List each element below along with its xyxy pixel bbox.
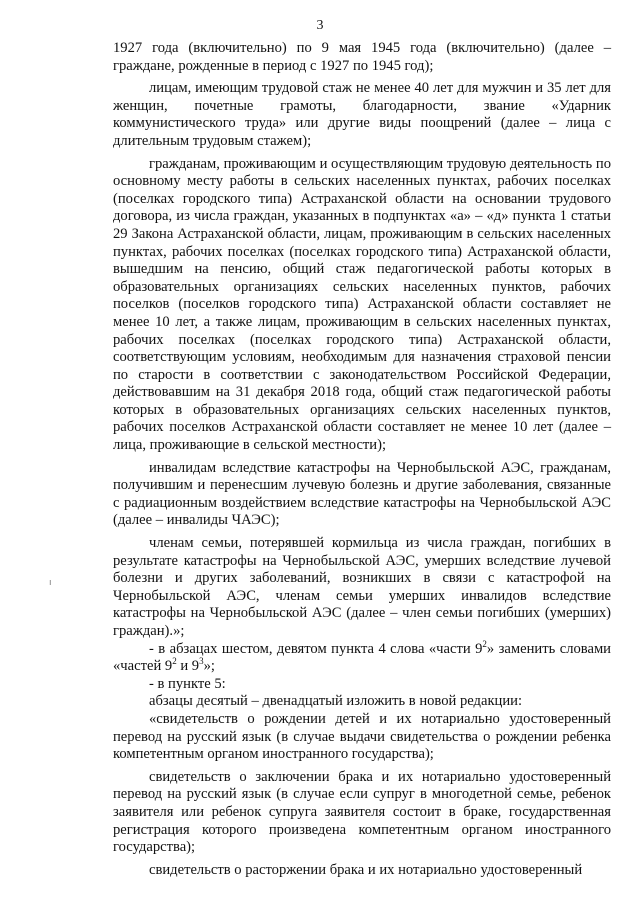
amend-text-and: и 9 <box>176 658 200 675</box>
paragraph-citizens-born-1927-1945: 1927 года (включительно) по 9 мая 1945 года (включительно) (далее – граждане, рожденные в период с 1927 по 1945 год); <box>113 40 611 74</box>
page-number: 3 <box>316 18 324 33</box>
paragraph-amend-point-4 <box>113 638 611 676</box>
paragraph-birth-certificates: «свидетельств о рождении детей и их нотариально удостоверенный перевод на русский язык (в случае выдачи свидетельства о рождении ребенка компетентным органом иностранного государства); <box>113 710 611 763</box>
paragraph-chaes-disabled: инвалидам вследствие катастрофы на Чернобыльской АЭС, гражданам, получившим и перенесшим лучевую болезнь и другие заболевания, связанные с радиационным воздействием вследствие катастрофы на Чернобыльской АЭС (далее – инвалиды ЧАЭС); <box>113 459 611 529</box>
amend-text-middle: » заменить словами «частей 9 <box>113 640 611 675</box>
amend-text-start: - в абзацах шестом, девятом пункта 4 слова «части 9 <box>149 640 483 657</box>
superscript-3: 3 <box>199 656 204 667</box>
amend-text-end: »; <box>203 658 215 675</box>
paragraph-new-edition-intro: абзацы десятый – двенадцатый изложить в новой редакции: <box>149 693 523 710</box>
paragraph-rural-residents: гражданам, проживающим и осуществляющим трудовую деятельность по основному месту работы в сельских населенных пунктах, рабочих поселках (поселках городского типа) Астраханской области на основании трудового договора, из числа граждан, указанных в подпунктах «а» – «д» пункта 1 статьи 29 Закона Астраханской области, лицам, проживающим в сельских населенных пунктах, рабочих поселках (поселках городского типа) Астраханской области, вышедшим на пенсию, общий стаж педагогической работы которых в образовательных организациях сельских населенных пунктов, рабочих поселков (поселков городского типа) Астраханской области составляет не менее 10 лет, а также лицам, проживающим в сельских населенных пунктах, рабочих поселках (поселках городского типа) Астраханской области, соответствующим условиям, необходимым для назначения страховой пенсии по старости в соответствии с законодательством Российской Федерации, действовавшим на 31 декабря 2018 года, общий стаж педагогической работы которых в образовательных организациях сельских населенных пунктов, рабочих поселков Астраханской области составляет не менее 10 лет (далее – лица, проживающие в сельской местности); <box>113 155 611 454</box>
superscript-2-a: 2 <box>482 638 487 649</box>
margin-mark: ı <box>49 577 52 587</box>
paragraph-divorce-certificates: свидетельств о расторжении брака и их нотариально удостоверенный <box>149 861 583 878</box>
document-body <box>113 40 611 879</box>
paragraph-marriage-certificates: свидетельств о заключении брака и их нотариально удостоверенный перевод на русский язык (в случае если супруг в многодетной семье, ребенок заявителя или ребенок супруга заявителя состоит в браке, государственная регистрация которого произведена компетентным органом иностранного государства); <box>113 768 611 856</box>
paragraph-chaes-family-members: членам семьи, потерявшей кормильца из числа граждан, погибших в результате катастрофы на Чернобыльской АЭС, умерших вследствие лучевой болезни и других заболеваний, возникших в связи с катастрофой на Чернобыльской АЭС, членам семьи умерших инвалидов вследствие катастрофы на Чернобыльской АЭС (далее – член семьи погибших (умерших) граждан).»; <box>113 535 611 639</box>
superscript-2-b: 2 <box>172 656 177 667</box>
paragraph-point-5-heading: - в пункте 5: <box>149 675 226 692</box>
paragraph-long-work-experience: лицам, имеющим трудовой стаж не менее 40 лет для мужчин и 35 лет для женщин, почетные грамоты, благодарности, звание «Ударник коммунистического труда» или другие виды поощрений (далее – лица с длительным трудовым стажем); <box>113 80 611 149</box>
